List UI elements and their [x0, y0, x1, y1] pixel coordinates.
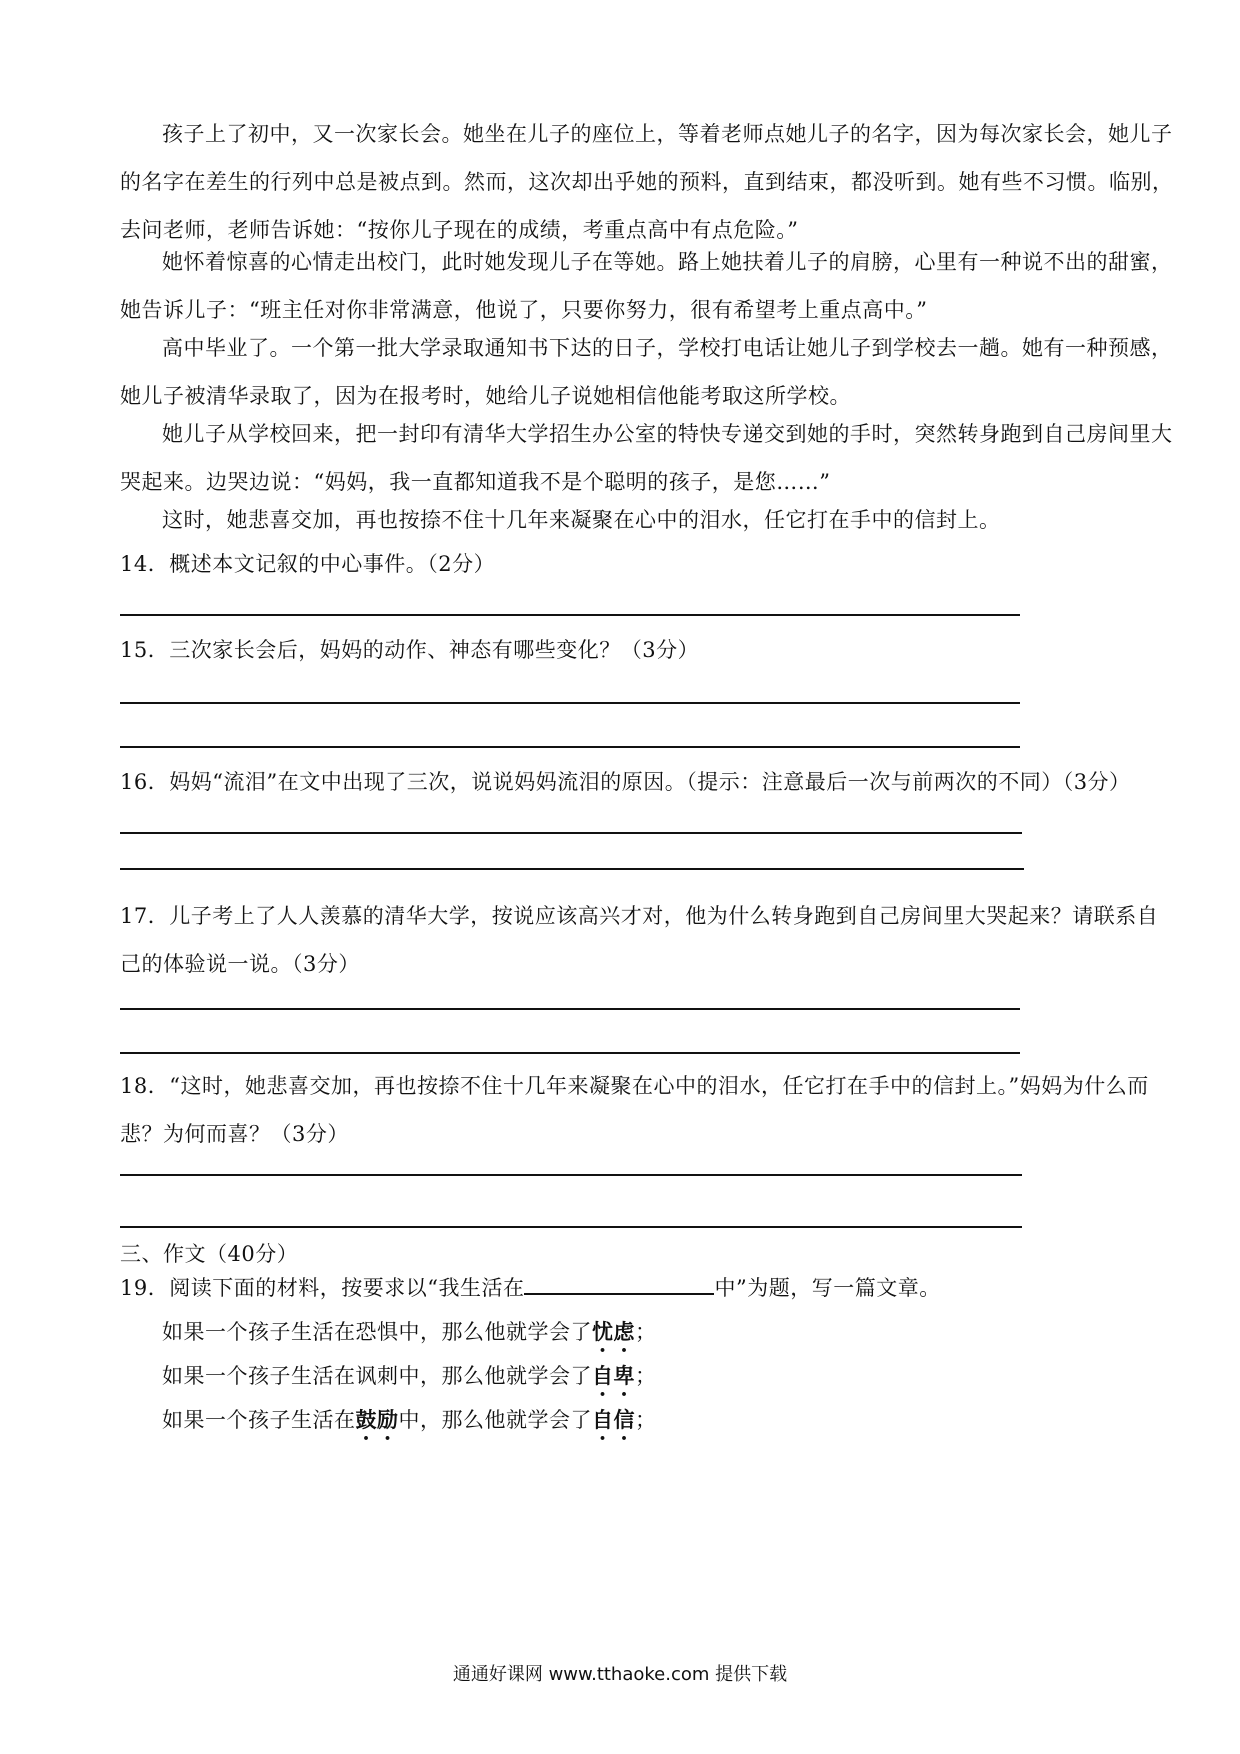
material-line-3-end: ； [635, 1408, 657, 1432]
title-blank[interactable] [524, 1271, 714, 1295]
answer-line-17-2[interactable] [120, 1052, 1020, 1054]
material-line-3-emphasis: 自信 [592, 1407, 635, 1432]
material-line-2-emphasis: 自卑 [592, 1363, 635, 1388]
story-paragraph-3: 高中毕业了。一个第一批大学录取通知书下达的日子，学校打电话让她儿子到学校去一趟。她有一种预感，她儿子被清华录取了，因为在报考时，她给儿子说她相信他能考取这所学校。 [120, 336, 1173, 408]
material-line-1-emphasis: 忧虑 [592, 1319, 635, 1344]
answer-line-15-2[interactable] [120, 746, 1020, 748]
essay-section-title: 三、作文（40分） [120, 1242, 299, 1266]
question-16: 16．妈妈“流泪”在文中出现了三次，说说妈妈流泪的原因。（提示：注意最后一次与前两次的不同）（3分） [120, 770, 1131, 794]
question-19-prefix: 19．阅读下面的材料，按要求以“我生活在 [120, 1276, 525, 1300]
question-18: 18．“这时，她悲喜交加，再也按捺不住十几年来凝聚在心中的泪水，任它打在手中的信封上。”妈妈为什么而悲？为何而喜？（3分） [120, 1074, 1149, 1146]
question-14: 14．概述本文记叙的中心事件。（2分） [120, 552, 496, 576]
footer-source: 通通好课网 www.tthaoke.com 提供下载 [452, 1664, 788, 1685]
answer-line-16-1[interactable] [120, 832, 1022, 834]
material-line-2-text: 如果一个孩子生活在讽刺中，那么他就学会了 [162, 1364, 592, 1388]
material-line-3-middle: 中，那么他就学会了 [398, 1408, 592, 1432]
answer-line-14-1[interactable] [120, 614, 1020, 616]
question-15: 15．三次家长会后，妈妈的动作、神态有哪些变化？（3分） [120, 638, 700, 662]
story-paragraph-4: 她儿子从学校回来，把一封印有清华大学招生办公室的特快专递交到她的手时，突然转身跑到自己房间里大哭起来。边哭边说：“妈妈，我一直都知道我不是个聪明的孩子，是您……” [120, 422, 1173, 494]
material-line-3-text: 如果一个孩子生活在 [162, 1408, 356, 1432]
material-line-1-end: ； [635, 1320, 657, 1344]
answer-line-18-1[interactable] [120, 1174, 1022, 1176]
material-line-1-text: 如果一个孩子生活在恐惧中，那么他就学会了 [162, 1320, 592, 1344]
material-line-3 [162, 1404, 657, 1445]
answer-line-16-2[interactable] [120, 868, 1024, 870]
story-paragraph-2: 她怀着惊喜的心情走出校门，此时她发现儿子在等她。路上她扶着儿子的肩膀，心里有一种说不出的甜蜜，她告诉儿子：“班主任对你非常满意，他说了，只要你努力，很有希望考上重点高中。” [120, 250, 1173, 322]
answer-line-15-1[interactable] [120, 702, 1020, 704]
story-paragraph-5: 这时，她悲喜交加，再也按捺不住十几年来凝聚在心中的泪水，任它打在手中的信封上。 [162, 508, 1001, 532]
material-line-2-end: ； [635, 1364, 657, 1388]
question-17: 17．儿子考上了人人羡慕的清华大学，按说应该高兴才对，他为什么转身跑到自己房间里大哭起来？请联系自己的体验说一说。（3分） [120, 904, 1159, 976]
question-19 [120, 1270, 1178, 1306]
question-19-suffix: 中”为题，写一篇文章。 [714, 1276, 941, 1300]
story-paragraph-1: 孩子上了初中，又一次家长会。她坐在儿子的座位上，等着老师点她儿子的名字，因为每次家长会，她儿子的名字在差生的行列中总是被点到。然而，这次却出乎她的预料，直到结束，都没听到。她有些不习惯。临别，去问老师，老师告诉她：“按你儿子现在的成绩，考重点高中有点危险。” [120, 122, 1174, 242]
material-line-1 [162, 1316, 657, 1357]
material-line-2 [162, 1360, 657, 1401]
answer-line-18-2[interactable] [120, 1226, 1022, 1228]
material-line-3-emphasis-mid: 鼓励 [355, 1407, 399, 1432]
answer-line-17-1[interactable] [120, 1008, 1020, 1010]
